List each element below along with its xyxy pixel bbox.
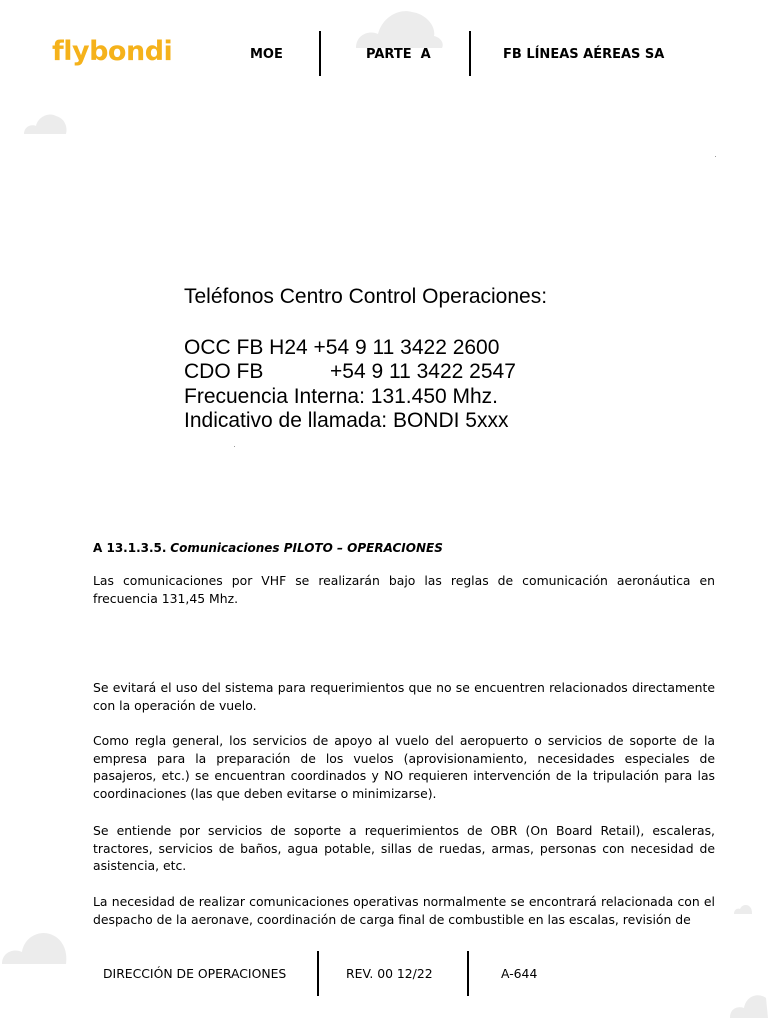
occ-phone: +54 9 11 3422 2600 bbox=[313, 335, 500, 359]
contacts-block bbox=[184, 285, 547, 434]
cdo-line bbox=[184, 360, 547, 385]
speck bbox=[234, 446, 235, 447]
section-heading bbox=[93, 541, 443, 555]
section-title: Comunicaciones PILOTO – OPERACIONES bbox=[170, 541, 443, 555]
company-name: FB LÍNEAS AÉREAS SA bbox=[503, 47, 665, 62]
paragraph: Se entiende por servicios de soporte a requerimientos de OBR (On Board Retail), escaleras, tractores, servicios de baños, agua potable, sillas de ruedas, armas, personas con necesidad de asistencia, etc. bbox=[93, 823, 715, 873]
frequency-line: Frecuencia Interna: 131.450 Mhz. bbox=[184, 384, 499, 408]
paragraph: La necesidad de realizar comunicaciones operativas normalmente se encontrará relacionada con el despacho de la aeronave, coordinación de carga final de combustible en las escalas, revisión de bbox=[93, 894, 715, 927]
doc-code: MOE bbox=[250, 47, 283, 62]
occ-line bbox=[184, 336, 547, 361]
callsign-line: Indicativo de llamada: BONDI 5xxx bbox=[184, 409, 509, 432]
cloud-decoration-left bbox=[24, 112, 68, 134]
cloud-decoration-bottom-right bbox=[730, 992, 768, 1018]
occ-label: OCC FB H24 bbox=[184, 335, 308, 359]
cloud-decoration-right bbox=[734, 904, 752, 914]
header-divider bbox=[319, 31, 321, 76]
paragraph: Se evitará el uso del sistema para requerimientos que no se encuentren relacionados directamente con la operación de vuelo. bbox=[93, 680, 715, 713]
cloud-decoration-bottom-left bbox=[2, 930, 70, 964]
footer-divider bbox=[317, 951, 319, 996]
contacts-title: Teléfonos Centro Control Operaciones: bbox=[184, 285, 548, 308]
section-number: A 13.1.3.5. bbox=[93, 541, 167, 555]
header-divider bbox=[469, 31, 471, 76]
paragraph: Las comunicaciones por VHF se realizarán bajo las reglas de comunicación aeronáutica en frecuencia 131,45 Mhz. bbox=[93, 573, 715, 606]
flybondi-logo: flybondi bbox=[52, 36, 173, 67]
footer-department: DIRECCIÓN DE OPERACIONES bbox=[103, 966, 287, 981]
footer-page-number: A-644 bbox=[501, 966, 538, 981]
speck bbox=[715, 156, 716, 157]
paragraph: Como regla general, los servicios de apoyo al vuelo del aeropuerto o servicios de soporte de la empresa para la preparación de los vuelos (aprovisionamiento, necesidades especiales de pasajeros, etc.) se encuentran coordinados y NO requieren intervención de la tripulación para las coordinaciones (las que deben evitarse o minimizarse). bbox=[93, 733, 715, 801]
part-label: PARTE A bbox=[366, 47, 431, 62]
cdo-phone: +54 9 11 3422 2547 bbox=[330, 360, 516, 383]
footer-divider bbox=[467, 951, 469, 996]
footer-revision: REV. 00 12/22 bbox=[346, 966, 433, 981]
cdo-label: CDO FB bbox=[184, 360, 264, 383]
cloud-decoration-top bbox=[352, 4, 444, 48]
